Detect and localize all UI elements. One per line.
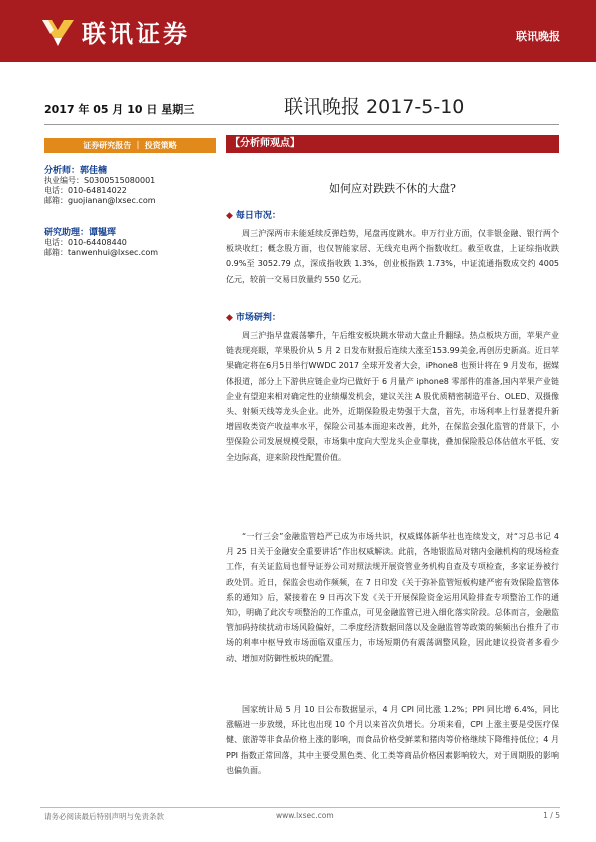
analyst-phone: 电话：010-64814022	[44, 186, 127, 195]
analyst-info	[44, 166, 156, 206]
analyst-name: 郭佳楠	[80, 166, 108, 176]
assistant-phone: 电话：010-64408440	[44, 238, 127, 247]
analyst-view-tab: 【分析师观点】	[226, 135, 559, 153]
assistant-role: 研究助理：谭韫珲	[44, 228, 117, 238]
section-arrow-icon: ◆	[226, 211, 233, 221]
header-report-type: 联讯晚报	[516, 30, 560, 43]
analyst-license: 执业编号：S0300515080001	[44, 176, 156, 185]
assistant-name: 谭韫珲	[89, 228, 117, 238]
company-name: 联讯证券	[82, 20, 190, 48]
footer-divider	[40, 807, 560, 808]
title-divider	[44, 124, 559, 125]
paragraph-research-3: 国家统计局 5 月 10 日公布数据显示，4 月 CPI 同比涨 1.2%；PPI 同比增 6.4%，同比涨幅进一步放缓，环比也出现 10 个月以来首次负增长。分项来看，CPI 上涨主要是受医疗保健、旅游等非食品价格上涨的影响，而食品价格受鲜菜和猪肉等价格继续下降维持低位；4 月 PPI 指数正常回落，其中主要受黑色类、化工类等商品价格因素影响较大，对于周期股的影响也偏负面。	[226, 705, 559, 775]
paragraph-research-1: 周三沪指早盘震荡攀升，午后维安板块跳水带动大盘止升翻绿。热点板块方面，苹果产业链表现亮眼，苹果股价从 5 月 2 日发布财报后连续大涨至153.99美金,再创历史新高。近日苹果确定将在6月5日举行WWDC 2017 全球开发者大会，iPhone8 也预计将在 9 月发布，据媒体报道，部分上下游供应链企业均已做好于 6 月量产 iphone8 零部件的准备,国内苹果产业链企业有望迎来相对确定性的业绩爆发机会，建议关注 A 股优质精密制造平台、OLED、双摄像头、射频天线等龙头企业。此外，近期保险股走势强于大盘，首先，市场利率上行显著提升新增固收类资产收益率水平，保险公司基本面迎来改善，此外，在保监会强化监管的背景下，小型保险公司发展规模受限，市场集中度向大型龙头企业靠拢，叠加保险股总体估值水平低、安全边际高，迎来阶段性配置价值。	[226, 331, 559, 462]
analyst-role: 分析师：郭佳楠	[44, 166, 108, 176]
company-logo	[40, 14, 190, 49]
footer-page-number: 1 / 5	[543, 811, 560, 820]
article-title: 如何应对跌跌不休的大盘?	[329, 182, 456, 195]
report-date: 2017 年 05 月 10 日 星期三	[44, 103, 195, 116]
section-daily: ◆ 每日市况：	[226, 211, 281, 221]
paragraph-research-2: “一行三会”金融监管趋严已成为市场共识，权威媒体新华社也连续发文，对“习总书记 4 月 25 日关于金融安全重要讲话”作出权威解读。此前，各地银监局对辖内金融机构的现场检查工作，有关证监局也督导证券公司对照法规开展资管业务机构自查及专项检查，多家证券被行政处罚。近日，保监会也动作频频，在 7 日印发《关于弥补监管短板构建严密有效保险监管体系的通知》后，紧接着在 9 日再次下发《关于开展保险资金运用风险排查专项整治工作的通知》，明确了此次专项整治的工作重点，可见金融监管已进入细化落实阶段。总体而言，金融监管加码持续扰动市场风险偏好，二季度经济数据回落以及金融监管等政策的频频出台推升了市场的利率中枢导致市场面临双重压力，市场短期仍有震荡调整风险，因此建议投资者多看少动、增加对防御性板块的配置。	[226, 532, 559, 663]
footer-disclaimer: 请务必阅读最后特别声明与免责条款	[44, 812, 164, 821]
footer-website[interactable]: www.lxsec.com	[276, 811, 334, 820]
report-category-tab: 证券研究报告 ｜ 投资策略	[44, 138, 216, 153]
logo-mark-icon	[40, 16, 76, 48]
paragraph-daily: 周三沪深两市未能延续反弹趋势，尾盘再度跳水。申万行业方面，仅非银金融、银行两个板块收红；概念股方面，也仅智能家居、无线充电两个指数收红。截至收盘，上证综指收跌 0.9%至 3052.79 点，深成指收跌 1.3%，创业板指跌 1.73%，中证流通指数成交约 4005 亿元，较前一交易日放量约 550 亿元。	[226, 229, 559, 284]
assistant-info	[44, 228, 158, 258]
section-research: ◆ 市场研判：	[226, 313, 281, 323]
section-arrow-icon: ◆	[226, 313, 233, 323]
page-title: 联讯晚报 2017-5-10	[284, 96, 465, 118]
analyst-email[interactable]: 邮箱：guojianan@lxsec.com	[44, 196, 156, 205]
assistant-email[interactable]: 邮箱：tanwenhui@lxsec.com	[44, 248, 159, 257]
